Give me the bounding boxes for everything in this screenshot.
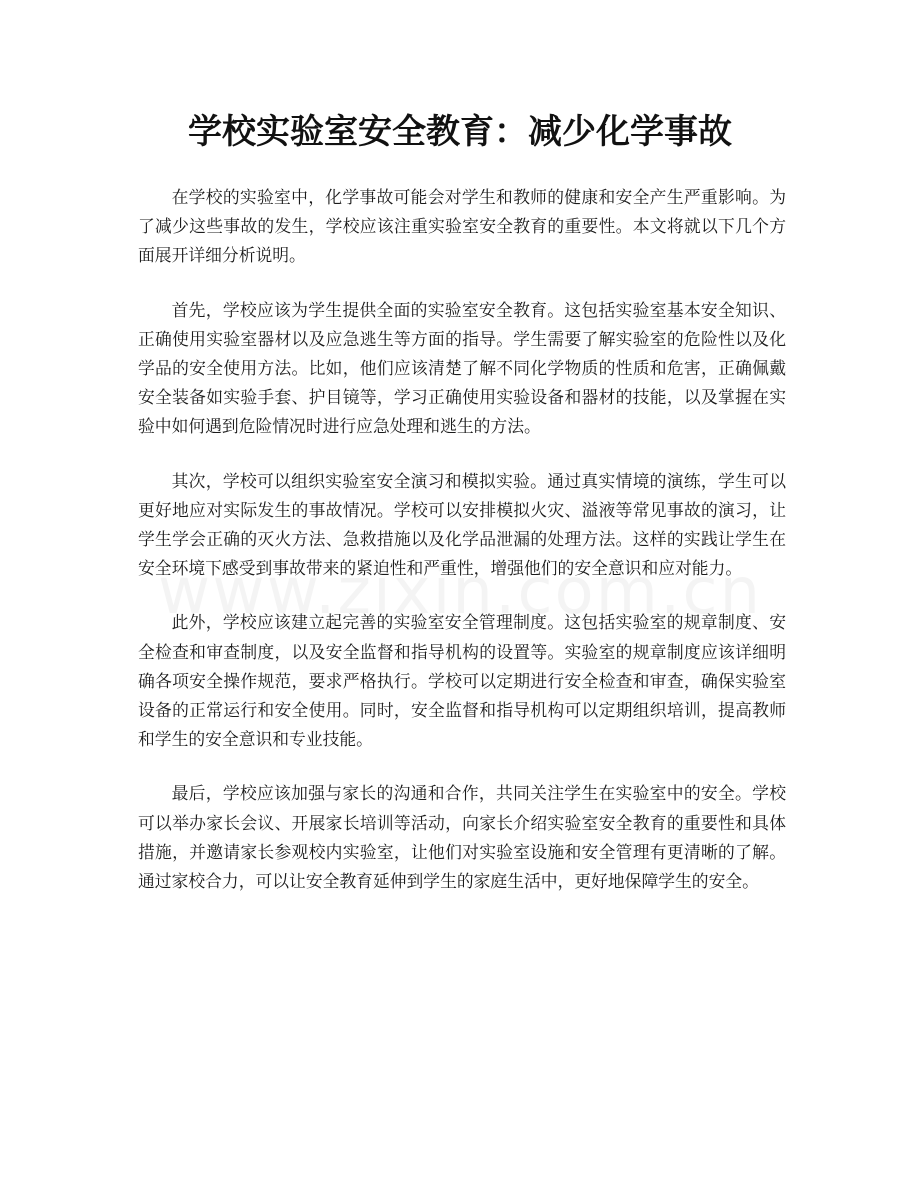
- paragraph-drills: 其次，学校可以组织实验室安全演习和模拟实验。通过真实情境的演练，学生可以更好地应对实际发生的事故情况。学校可以安排模拟火灾、溢液等常见事故的演习，让学生学会正确的灭火方法、急救措施以及化学品泄漏的处理方法。这样的实践让学生在安全环境下感受到事故带来的紧迫性和严重性，增强他们的安全意识和应对能力。: [138, 470, 786, 579]
- document-body: [138, 183, 786, 921]
- paragraph-safety-education: 首先，学校应该为学生提供全面的实验室安全教育。这包括实验室基本安全知识、正确使用实验室器材以及应急逃生等方面的指导。学生需要了解实验室的危险性以及化学品的安全使用方法。比如，他们应该清楚了解不同化学物质的性质和危害，正确佩戴安全装备如实验手套、护目镜等，学习正确使用实验设备和器材的技能，以及掌握在实验中如何遇到危险情况时进行应急处理和逃生的方法。: [138, 299, 786, 437]
- paragraph-intro: 在学校的实验室中，化学事故可能会对学生和教师的健康和安全产生严重影响。为了减少这些事故的发生，学校应该注重实验室安全教育的重要性。本文将就以下几个方面展开详细分析说明。: [138, 187, 786, 266]
- paragraph-management: 此外，学校应该建立起完善的实验室安全管理制度。这包括实验室的规章制度、安全检查和审查制度，以及安全监督和指导机构的设置等。实验室的规章制度应该详细明确各项安全操作规范，要求严格执行。学校可以定期进行安全检查和审查，确保实验室设备的正常运行和安全使用。同时，安全监督和指导机构可以定期组织培训，提高教师和学生的安全意识和专业技能。: [138, 612, 786, 750]
- document-title: 学校实验室安全教育：减少化学事故: [188, 112, 732, 152]
- paragraph-parents: 最后，学校应该加强与家长的沟通和合作，共同关注学生在实验室中的安全。学校可以举办家长会议、开展家长培训等活动，向家长介绍实验室安全教育的重要性和具体措施，并邀请家长参观校内实验室，让他们对实验室设施和安全管理有更清晰的了解。通过家校合力，可以让安全教育延伸到学生的家庭生活中，更好地保障学生的安全。: [138, 783, 786, 892]
